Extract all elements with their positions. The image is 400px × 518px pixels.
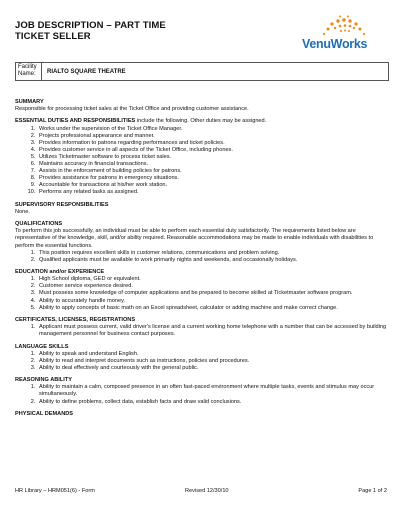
qualifications-text: To perform this job successfully, an individual must be able to perform each essential duty satisfactorily. The requirements listed below are representative of the knowledge, skill, and/or ability required. Reasonable accommodations may be made to enable individuals with disabilities to perform the essential functions. <box>15 228 374 249</box>
list-item: 10. Performs any related tasks as assigned. <box>37 189 387 196</box>
qualifications-list <box>15 250 387 264</box>
list-item: 2. Projects professional appearance and manner. <box>37 133 387 140</box>
venuworks-logo <box>300 15 385 55</box>
footer-doc-id: HR Library – HRM051(6) - Form <box>15 488 95 494</box>
reasoning-list <box>15 384 387 405</box>
list-item: 3. Ability to deal effectively and courteously with the general public. <box>37 365 387 372</box>
logo-wordmark: VenuWorks <box>302 37 368 51</box>
facility-label: Facility Name: <box>16 63 42 80</box>
list-item: 5. Utilizes Ticketmaster software to process ticket sales. <box>37 154 387 161</box>
summary-heading: SUMMARY <box>15 99 44 105</box>
duties-heading-line <box>15 118 387 125</box>
document-title <box>15 20 166 42</box>
list-item: 5. Ability to apply concepts of basic math on an Excel spreadsheet, calculator or adding machine and make correct change. <box>37 305 387 312</box>
facility-name: RIALTO SQUARE THEATRE <box>47 68 126 75</box>
list-item: 6. Maintains accuracy in financial transactions. <box>37 161 387 168</box>
list-item: 2. Customer service experience desired. <box>37 283 387 290</box>
qualifications-heading: QUALIFICATIONS <box>15 221 63 228</box>
footer-page-number: Page 1 of 2 <box>358 488 387 494</box>
supervisory-heading: SUPERVISORY RESPONSIBILITIES <box>15 201 109 208</box>
list-item: 2. Ability to read and interpret documents such as instructions, policies and procedures. <box>37 358 387 365</box>
reasoning-heading: REASONING ABILITY <box>15 377 72 384</box>
facility-box <box>15 62 389 81</box>
language-heading: LANGUAGE SKILLS <box>15 343 69 350</box>
footer-revised: Revised 12/30/10 <box>185 488 229 494</box>
document-body <box>15 99 387 418</box>
list-item: 1. Ability to maintain a calm, composed presence in an often fast-paced environment where multiple tasks, events and stimulus may occur simultaneously. <box>37 384 387 398</box>
list-item: 8. Provides assistance for patrons in emergency situations. <box>37 175 387 182</box>
list-item: 2. Ability to define problems, collect data, establish facts and draw valid conclusions. <box>37 399 387 406</box>
list-item: 1. Works under the supervision of the Ticket Office Manager. <box>37 126 387 133</box>
duties-heading: ESSENTIAL DUTIES AND RESPONSIBILITIES <box>15 118 136 125</box>
list-item: 7. Assists in the enforcement of building policies for patrons. <box>37 168 387 175</box>
list-item: 4. Ability to accurately handle money. <box>37 298 387 305</box>
certificates-heading: CERTIFICATES, LICENSES, REGISTRATIONS <box>15 317 136 324</box>
list-item: 3. Must possess some knowledge of computer applications and be prepared to become skilled at Ticketmaster software program. <box>37 290 387 297</box>
education-heading: EDUCATION and/or EXPERIENCE <box>15 269 105 276</box>
list-item: 1. This position requires excellent skills in customer relations, communications and problem solving. <box>37 250 387 257</box>
certificates-list <box>15 324 387 338</box>
language-list <box>15 351 387 372</box>
list-item: 3. Provides information to patrons regarding performances and ticket policies. <box>37 140 387 147</box>
duties-intro: include the following. Other duties may be assigned. <box>135 118 267 125</box>
list-item: 1. High School diploma, GED or equivalent. <box>37 276 387 283</box>
list-item: 2. Qualified applicants must be available to work primarily nights and weekends, and occasionally holidays. <box>37 257 387 264</box>
title-line-1: JOB DESCRIPTION – PART TIME <box>15 20 166 31</box>
duties-list <box>15 126 387 197</box>
document-page <box>15 0 387 518</box>
list-item: 1. Applicant must possess current, valid driver's license and a current working home telephone with a number that can be accessed by building management personnel for business contact purposes. <box>37 324 387 338</box>
physical-heading: PHYSICAL DEMANDS <box>15 410 74 417</box>
list-item: 9. Accountable for transactions at his/her work station. <box>37 182 387 189</box>
list-item: 4. Provides customer service in all aspects of the Ticket Office, including phones. <box>37 147 387 154</box>
education-list <box>15 276 387 311</box>
title-line-2: TICKET SELLER <box>15 31 91 42</box>
supervisory-text: None. <box>15 208 30 215</box>
list-item: 1. Ability to speak and understand English. <box>37 351 387 358</box>
summary-text: Responsible for processing ticket sales at the Ticket Office and providing customer assistance. <box>15 106 249 113</box>
sunburst-logo-icon <box>300 15 385 39</box>
